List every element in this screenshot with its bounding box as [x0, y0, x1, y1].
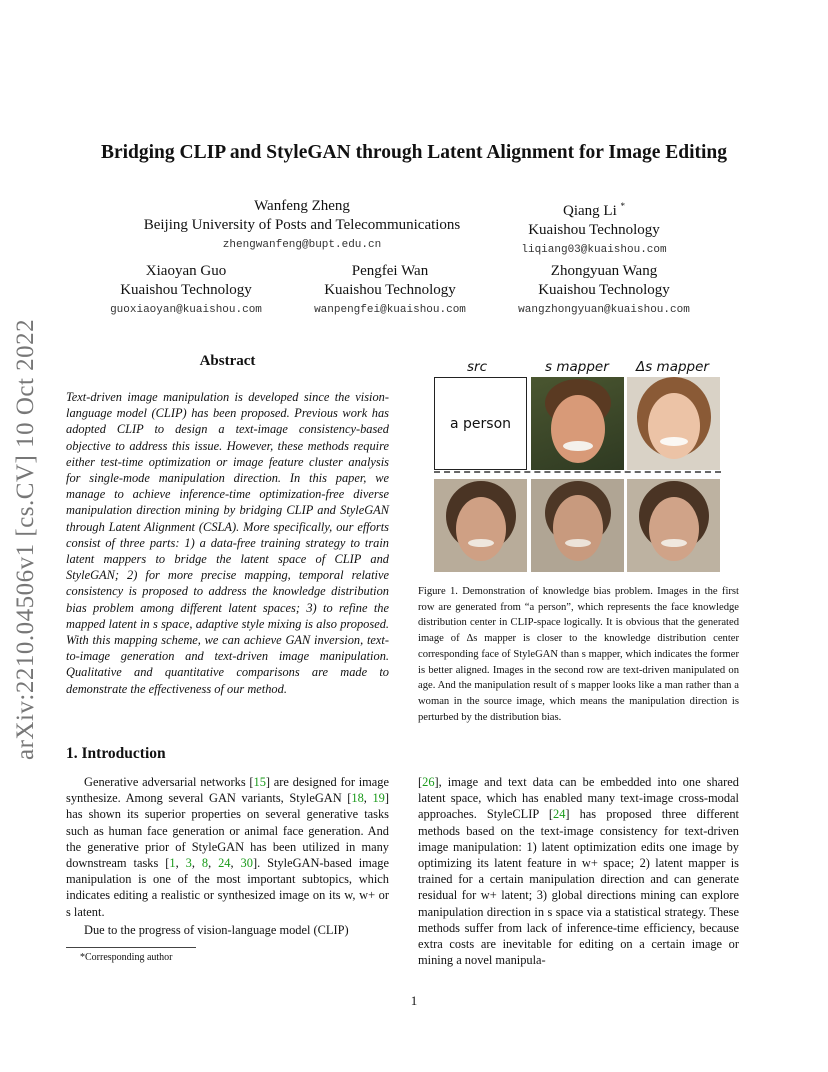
citation-link[interactable]: 19: [372, 791, 385, 806]
paragraph: Due to the progress of vision-language model (CLIP): [84, 922, 349, 937]
citation-link[interactable]: 24: [218, 856, 231, 871]
face-image-boy: [531, 377, 624, 470]
citation-link[interactable]: 15: [253, 775, 266, 789]
author-block: [484, 197, 704, 256]
author-block: [112, 197, 492, 251]
citation-link[interactable]: 1: [169, 856, 176, 871]
author-name: Wanfeng Zheng: [254, 198, 350, 214]
src-text-box: [434, 377, 527, 470]
face-image-woman: [627, 377, 720, 470]
author-email: guoxiaoyan@kuaishou.com: [110, 304, 262, 316]
author-email: zhengwanfeng@bupt.edu.cn: [222, 239, 382, 251]
arxiv-identifier: arXiv:2210.04506v1 [cs.CV] 10 Oct 2022: [12, 318, 39, 760]
author-affiliation: Kuaishou Technology: [528, 222, 660, 238]
intro-right-column: [418, 774, 739, 968]
citation-link[interactable]: 3: [185, 856, 192, 871]
author-affiliation: Kuaishou Technology: [120, 282, 252, 298]
author-name: Qiang Li *: [563, 201, 625, 219]
author-block: [86, 262, 286, 316]
figure-caption: Figure 1. Demonstration of knowledge bias problem. Images in the first row are generated from “a person”, which represents the face knowledge distribution center in CLIP-space logically. It is obvious that the generated image of Δs mapper is closer to the knowledge distribution center corresponding face of StyleGAN than s mapper, which indicates the former is better aligned. Images in the second row are text-driven manipulated on age. And the manipulation result of s mapper looks like a man rather than a woman in the source image, which means the manipulation direction is perturbed by the distribution bias.: [418, 586, 739, 723]
citation-link[interactable]: 24: [553, 807, 566, 822]
citation-link[interactable]: 26: [422, 775, 435, 789]
abstract-heading: Abstract: [199, 353, 256, 369]
paragraph: [26], image and text data can be embedded into one shared latent space, which has enabled many text-image cross-modal approaches. StyleCLIP [24] has proposed three different methods based on the text-image consistency for text-driven image manipulation: 1) latent optimization edits one image by optimizing its latent feature in w+ space; 2) latent mapper is trained for a certain manipulation direction and can generate residual for w+ latent; 3) global directions mining can explore manipulation direction in s space via a statistical strategy. These methods suffer from lack of inference-time efficiency, because extra costs are inevitable for editing on a certain image or mining a novel manipula-: [418, 775, 739, 968]
src-text: a person: [449, 416, 512, 432]
author-name: Pengfei Wan: [351, 263, 429, 279]
author-affiliation: Kuaishou Technology: [324, 282, 456, 298]
author-name: Zhongyuan Wang: [550, 263, 658, 279]
face-image-manipulated: [627, 479, 720, 572]
figure-row-separator: [434, 471, 721, 473]
citation-link[interactable]: 18: [351, 791, 364, 806]
author-email: wangzhongyuan@kuaishou.com: [518, 304, 690, 316]
citation-link[interactable]: 30: [240, 856, 253, 871]
footnote: *Corresponding author: [80, 952, 173, 963]
paper-title: Bridging CLIP and StyleGAN through Latent Alignment for Image Editing: [100, 142, 728, 163]
intro-left-column: [66, 774, 389, 938]
author-name: Xiaoyan Guo: [145, 263, 227, 279]
figure-label-s-mapper: s mapper: [545, 359, 609, 375]
face-image-manipulated: [531, 479, 624, 572]
footnote-rule: [66, 947, 196, 948]
abstract-text: Text-driven image manipulation is developed since the vision-language model (CLIP) has been proposed. Previous work has adopted CLIP to design a text-image consistency-based objective to address this issue. However, these methods require either test-time optimization or image feature cluster analysis for single-mode manipulation direction. In this paper, we manage to achieve inference-time optimization-free diverse manipulation direction mining by bridging CLIP and StyleGAN through Latent Alignment (CSLA). More specifically, our efforts consist of three parts: 1) a data-free training strategy to train latent mappers to bridge the latent space of CLIP and StyleGAN; 2) for more precise mapping, temporal relative consistency is proposed to address the knowledge distribution bias problem among different latent spaces; 3) to refine the mapped latent in s space, adaptive style mixing is also proposed. With this mapping scheme, we can achieve GAN inversion, text-to-image generation and text-driven image manipulation. Qualitative and quantitative comparisons are made to demonstrate the effectiveness of our method.: [66, 390, 389, 696]
citation-link[interactable]: 8: [201, 856, 209, 871]
author-email: wanpengfei@kuaishou.com: [314, 304, 466, 316]
author-block: [494, 262, 714, 316]
author-email: liqiang03@kuaishou.com: [521, 244, 667, 256]
paragraph: Generative adversarial networks [15] are designed for image synthesize. Among several GAN variants, StyleGAN [18, 19] has shown its superior properties on several generative tasks such as human face generation or animal face generation. And the generative prior of StyleGAN has been utilized in many downstream tasks [1, 3, 8, 24, 30]. StyleGAN-based image manipulation is one of the most important subtopics, which indicates editing a realistic or synthesized image on its w, w+ or s latent.: [66, 775, 389, 919]
figure-label-delta-s-mapper: Δs mapper: [636, 359, 709, 375]
author-affiliation: Kuaishou Technology: [538, 282, 670, 298]
figure-label-src: src: [467, 359, 488, 375]
page-number: 1: [410, 993, 418, 1008]
face-image-manipulated: [434, 479, 527, 572]
section-heading-introduction: 1. Introduction: [66, 745, 166, 762]
author-block: [290, 262, 490, 316]
author-affiliation: Beijing University of Posts and Telecommunications: [143, 217, 461, 233]
